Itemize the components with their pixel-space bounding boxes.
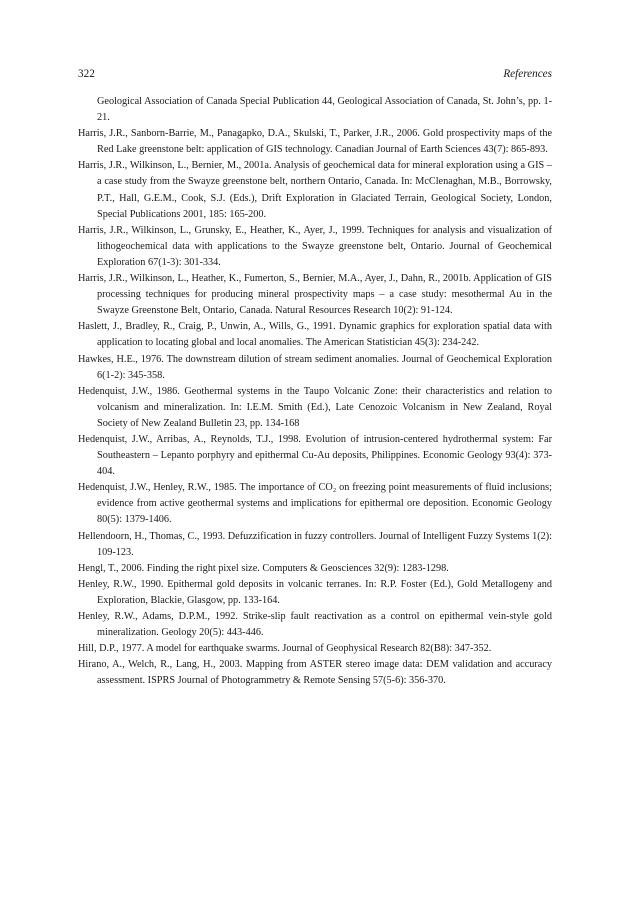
section-title: References	[503, 68, 552, 80]
reference-entry: Hengl, T., 2006. Finding the right pixel size. Computers & Geosciences 32(9): 1283-1298.	[78, 562, 449, 574]
reference-entry: Henley, R.W., 1990. Epithermal gold deposits in volcanic terranes. In: R.P. Foster (Ed.), Gold Metallogeny and Exploration, Blackie, Glasgow, pp. 133-164.	[78, 578, 552, 606]
reference-entry: Hellendoorn, H., Thomas, C., 1993. Defuzzification in fuzzy controllers. Journal of Intelligent Fuzzy Systems 1(2): 109-123.	[78, 530, 552, 558]
reference-entry: Hedenquist, J.W., Arribas, A., Reynolds, T.J., 1998. Evolution of intrusion-centered hydrothermal system: Far Southeastern – Lepanto porphyry and epithermal Cu-Au deposits, Philippines. Economic Geology 93(4): 373-404.	[78, 433, 552, 478]
reference-entry: Harris, J.R., Wilkinson, L., Bernier, M., 2001a. Analysis of geochemical data for mineral exploration using a GIS – a case study from the Swayze greenstone belt, northern Ontario, Canada. In: McClenaghan, M.B., Borrowsky, P.T., Hall, G.E.M., Cook, S.J. (Eds.), Drift Exploration in Glaciated Terrain, Geological Society, London, Special Publications 2001, 185: 165-200.	[78, 160, 552, 220]
reference-entry: Harris, J.R., Wilkinson, L., Grunsky, E., Heather, K., Ayer, J., 1999. Techniques for analysis and visualization of lithogeochemical data with applications to the Swayze greenstone belt, Ontario. Journal of Geochemical Exploration 67(1-3): 301-334.	[78, 224, 552, 268]
running-header	[78, 68, 552, 94]
reference-continuation: Geological Association of Canada Special Publication 44, Geological Association of Canada, St. John’s, pp. 1-21.	[97, 96, 552, 124]
reference-entry: Henley, R.W., Adams, D.P.M., 1992. Strike-slip fault reactivation as a control on epithermal vein-style gold mineralization. Geology 20(5): 443-446.	[78, 611, 552, 639]
reference-entry: Harris, J.R., Sanborn-Barrie, M., Panagapko, D.A., Skulski, T., Parker, J.R., 2006. Gold prospectivity maps of the Red Lake greenstone belt: application of GIS technology. Canadian Journal of Earth Sciences 43(7): 865-893.	[78, 128, 552, 156]
reference-list	[78, 94, 552, 689]
page-number: 322	[78, 68, 95, 80]
reference-entry: Hill, D.P., 1977. A model for earthquake swarms. Journal of Geophysical Research 82(B8): 347-352.	[78, 643, 492, 655]
reference-entry: Harris, J.R., Wilkinson, L., Heather, K., Fumerton, S., Bernier, M.A., Ayer, J., Dahn, R., 2001b. Application of GIS processing techniques for producing mineral prospectivity maps – a case study: mesothermal Au in the Swayze Greenstone Belt, Ontario, Canada. Natural Resources Research 10(2): 91-124.	[78, 273, 552, 317]
reference-entry: Haslett, J., Bradley, R., Craig, P., Unwin, A., Wills, G., 1991. Dynamic graphics for exploration spatial data with application to locating global and local anomalies. The American Statistician 45(3): 234-242.	[78, 321, 552, 349]
reference-entry: Hirano, A., Welch, R., Lang, H., 2003. Mapping from ASTER stereo image data: DEM validation and accuracy assessment. ISPRS Journal of Photogrammetry & Remote Sensing 57(5-6): 356-370.	[78, 659, 552, 687]
page	[78, 68, 552, 689]
reference-entry: Hawkes, H.E., 1976. The downstream dilution of stream sediment anomalies. Journal of Geochemical Exploration 6(1-2): 345-358.	[78, 353, 552, 381]
reference-entry: Hedenquist, J.W., 1986. Geothermal systems in the Taupo Volcanic Zone: their characteristics and relation to volcanism and mineralization. In: I.E.M. Smith (Ed.), Late Cenozoic Volcanism in New Zealand, Royal Society of New Zealand Bulletin 23, pp. 134-168	[78, 385, 552, 429]
reference-entry: Hedenquist, J.W., Henley, R.W., 1985. The importance of CO₂ on freezing point measurements of fluid inclusions; evidence from active geothermal systems and implications for epithermal ore deposition. Economic Geology 80(5): 1379-1406.	[78, 482, 552, 526]
